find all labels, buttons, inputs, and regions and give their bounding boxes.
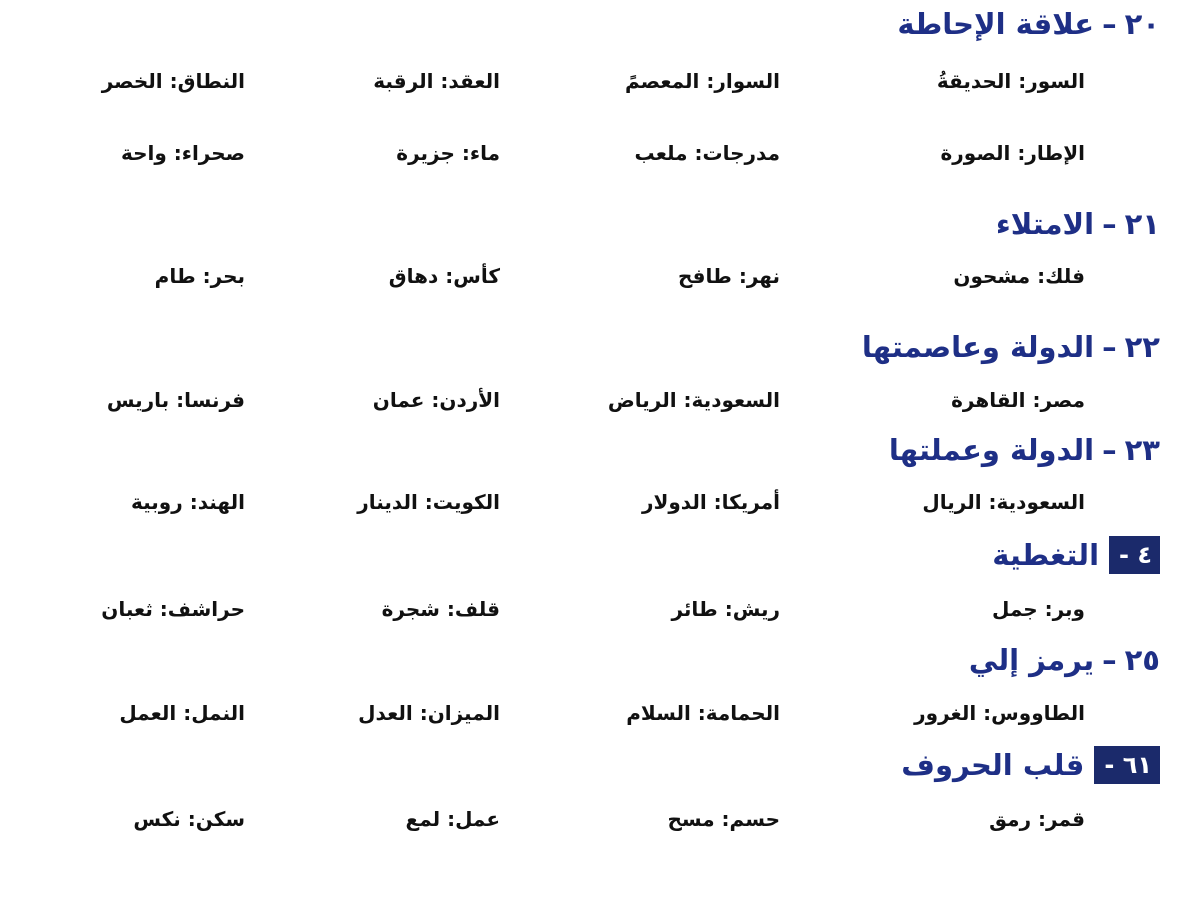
analogy-pair: نهر: طافح bbox=[678, 264, 780, 288]
analogy-pair: قلف: شجرة bbox=[381, 597, 500, 621]
section-heading-22 bbox=[861, 330, 1160, 364]
analogy-row bbox=[0, 380, 1200, 420]
analogy-pair: الكويت: الدينار bbox=[357, 490, 500, 514]
section-number: ٢١ bbox=[1124, 207, 1160, 241]
analogy-row bbox=[0, 61, 1200, 101]
analogy-pair: السعودية: الرياض bbox=[607, 388, 780, 412]
section-number-box: ٦١ - bbox=[1094, 746, 1160, 784]
analogy-row bbox=[0, 693, 1200, 733]
section-heading-23 bbox=[888, 433, 1160, 467]
analogy-pair: بحر: طام bbox=[154, 264, 245, 288]
section-heading-25 bbox=[968, 643, 1160, 677]
section-number: ٢٣ bbox=[1124, 433, 1160, 467]
analogy-pair: سكن: نكس bbox=[133, 807, 245, 831]
section-title: الدولة وعاصمتها bbox=[861, 330, 1095, 364]
analogy-pair: النطاق: الخصر bbox=[101, 69, 245, 93]
section-heading-26 bbox=[901, 746, 1160, 784]
analogy-pair: الحمامة: السلام bbox=[626, 701, 780, 725]
analogy-pair: الميزان: العدل bbox=[358, 701, 500, 725]
analogy-row bbox=[0, 133, 1200, 173]
analogy-pair: حراشف: ثعبان bbox=[101, 597, 245, 621]
section-heading-21 bbox=[995, 207, 1160, 241]
section-number: ٢٢ bbox=[1124, 330, 1160, 364]
analogy-pair: السور: الحديقةُ bbox=[936, 69, 1085, 93]
section-number: ٢٠ bbox=[1124, 7, 1160, 41]
analogy-pair: مدرجات: ملعب bbox=[634, 141, 780, 165]
analogy-pair: كأس: دهاق bbox=[388, 264, 500, 288]
section-title: يرمز إلي bbox=[968, 643, 1095, 677]
analogy-pair: الإطار: الصورة bbox=[940, 141, 1085, 165]
section-number: ٢٥ bbox=[1124, 643, 1160, 677]
section-title: علاقة الإحاطة bbox=[897, 7, 1095, 41]
section-dash: – bbox=[1102, 207, 1117, 241]
section-dash: – bbox=[1102, 7, 1117, 41]
section-title: قلب الحروف bbox=[901, 747, 1085, 782]
analogy-row bbox=[0, 256, 1200, 296]
analogy-row bbox=[0, 482, 1200, 522]
analogy-pair: فرنسا: باريس bbox=[106, 388, 245, 412]
section-heading-24 bbox=[992, 536, 1160, 574]
analogy-pair: وبر: جمل bbox=[991, 597, 1085, 621]
analogy-pair: الطاووس: الغرور bbox=[914, 701, 1085, 725]
section-heading-20 bbox=[897, 7, 1160, 41]
analogy-pair: عمل: لمع bbox=[405, 807, 500, 831]
analogy-pair: السعودية: الريال bbox=[922, 490, 1085, 514]
section-number: ٦١ bbox=[1122, 751, 1152, 779]
analogy-pair: الأردن: عمان bbox=[372, 388, 500, 412]
analogy-pair: مصر: القاهرة bbox=[951, 388, 1085, 412]
section-title: التغطية bbox=[992, 537, 1100, 572]
section-dash: – bbox=[1102, 330, 1117, 364]
section-title: الدولة وعملتها bbox=[888, 433, 1095, 467]
analogy-pair: العقد: الرقبة bbox=[373, 69, 500, 93]
analogy-pair: السوار: المعصمً bbox=[624, 69, 780, 93]
section-number: ٤ bbox=[1137, 541, 1152, 569]
analogy-pair: فلك: مشحون bbox=[953, 264, 1085, 288]
analogy-pair: قمر: رمق bbox=[989, 807, 1085, 831]
section-number-box: ٤ - bbox=[1109, 536, 1160, 574]
analogy-row bbox=[0, 589, 1200, 629]
analogy-pair: ريش: طائر bbox=[671, 597, 780, 621]
section-title: الامتلاء bbox=[995, 207, 1095, 241]
section-dash: – bbox=[1102, 643, 1117, 677]
analogy-row bbox=[0, 799, 1200, 839]
analogy-pair: ماء: جزيرة bbox=[396, 141, 500, 165]
analogy-pair: حسم: مسح bbox=[667, 807, 780, 831]
section-dash: – bbox=[1102, 433, 1117, 467]
analogy-pair: النمل: العمل bbox=[119, 701, 245, 725]
analogy-pair: صحراء: واحة bbox=[120, 141, 245, 165]
analogy-pair: الهند: روبية bbox=[131, 490, 245, 514]
analogy-pair: أمريكا: الدولار bbox=[641, 490, 780, 514]
